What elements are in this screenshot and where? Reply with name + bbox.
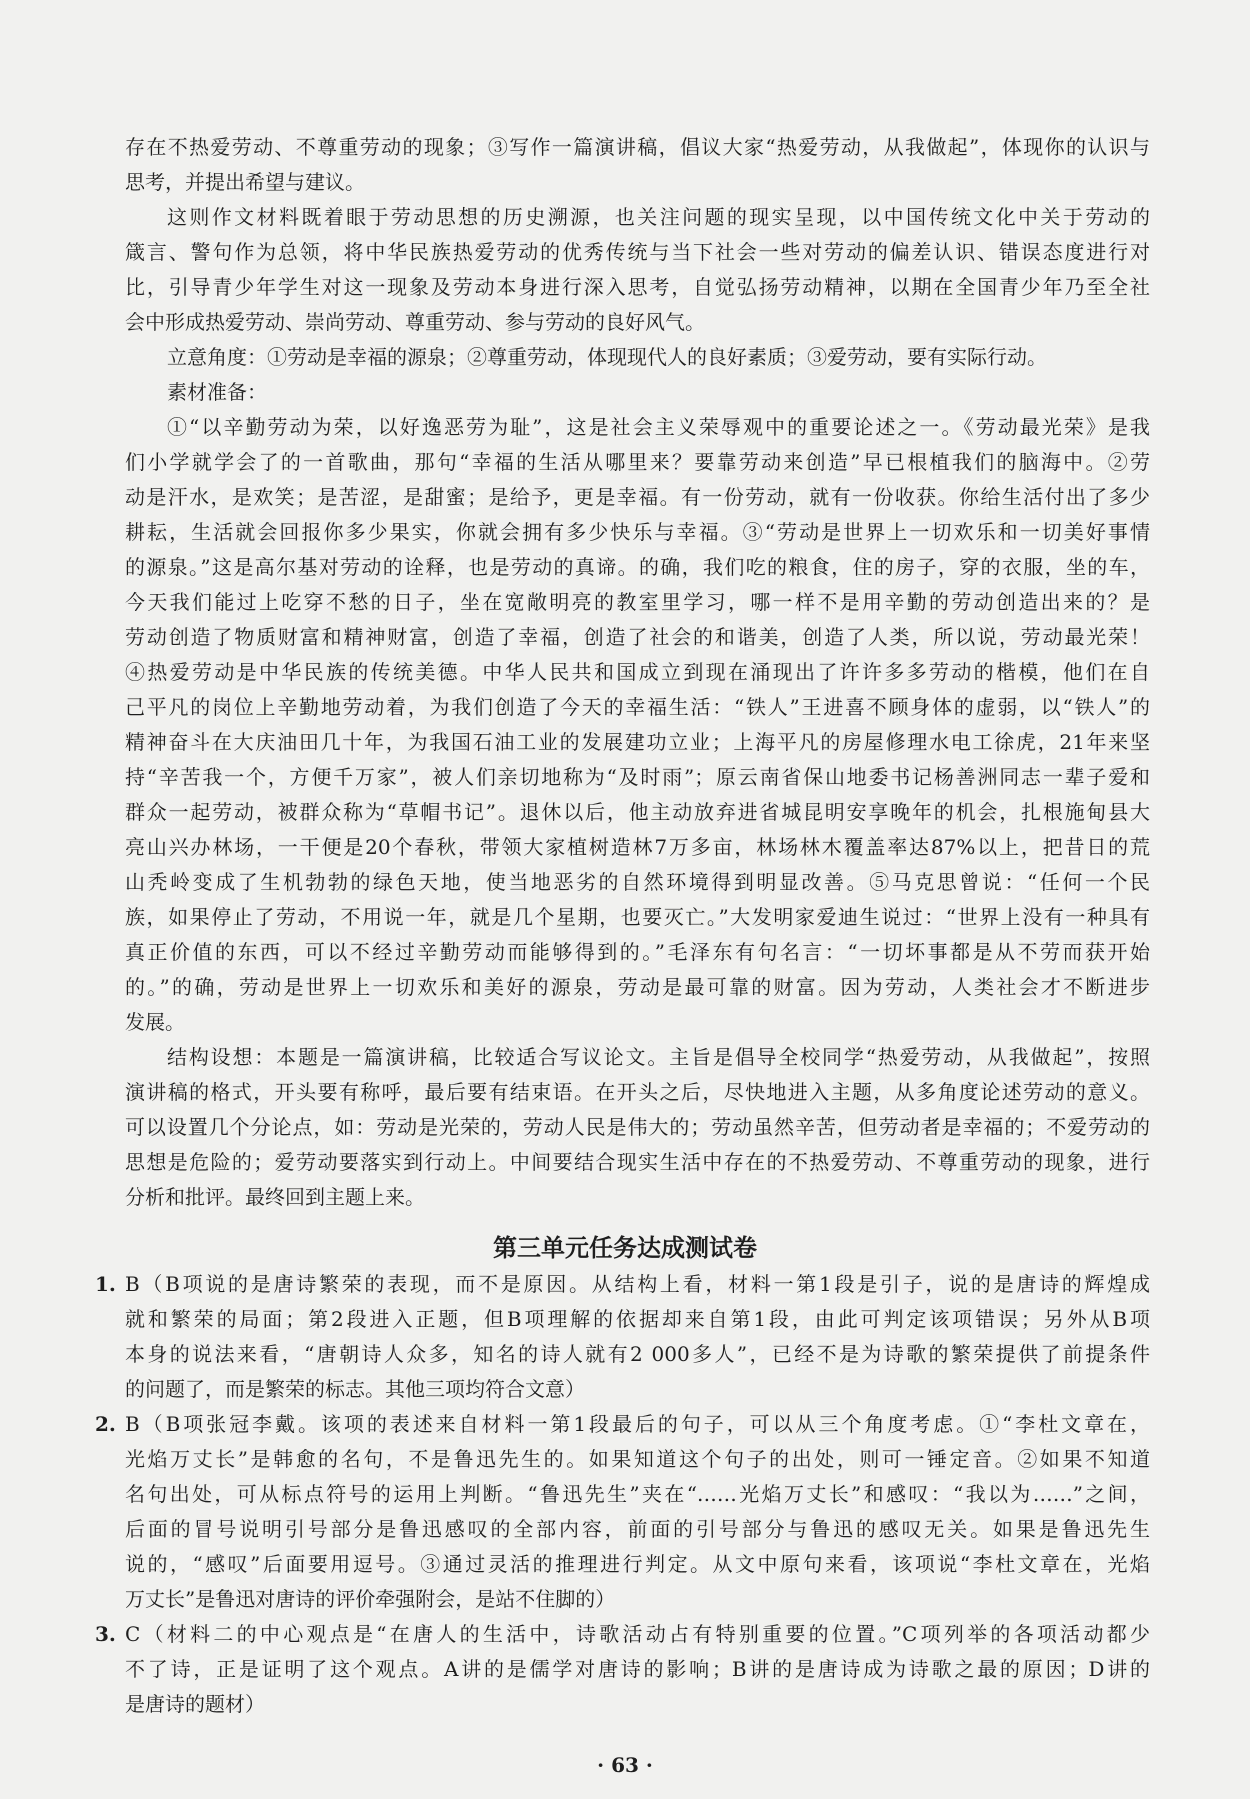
text-line: 的。”的确，劳动是世界上一切欢乐和美好的源泉，劳动是最可靠的财富。因为劳动，人类社会才不断进步: [125, 975, 1150, 999]
answer-text: B（B项张冠李戴。该项的表述来自材料一第1段最后的句子，可以从三个角度考虑。①“李杜文章在，: [125, 1412, 1150, 1436]
text-line: 不了诗，正是证明了这个观点。A讲的是儒学对唐诗的影响；B讲的是唐诗成为诗歌之最的原因；D讲的: [125, 1657, 1150, 1681]
text-line: 的问题了，而是繁荣的标志。其他三项均符合文意）: [125, 1377, 585, 1401]
text-line: ①“以辛勤劳动为荣，以好逸恶劳为耻”，这是社会主义荣辱观中的重要论述之一。《劳动最光荣》是我: [167, 415, 1150, 439]
text-line: 精神奋斗在大庆油田几十年，为我国石油工业的发展建功立业；上海平凡的房屋修理水电工徐虎，21年来坚: [125, 730, 1150, 754]
text-line: 说的，“感叹”后面要用逗号。③通过灵活的推理进行判定。从文中原句来看，该项说“李杜文章在，光焰: [125, 1552, 1150, 1576]
text-line: 劳动创造了物质财富和精神财富，创造了幸福，创造了社会的和谐美，创造了人类，所以说，劳动最光荣！: [125, 625, 1150, 649]
text-line: 思考，并提出希望与建议。: [125, 170, 365, 194]
text-line: ④热爱劳动是中华民族的传统美德。中华人民共和国成立到现在涌现出了许许多多劳动的楷模，他们在自: [125, 660, 1150, 684]
text-line: 的源泉。”这是高尔基对劳动的诠释，也是劳动的真谛。的确，我们吃的粮食，住的房子，穿的衣服，坐的车，: [125, 555, 1150, 579]
answer-item: [95, 1617, 1150, 1722]
text-line: 本身的说法来看，“唐朝诗人众多，知名的诗人就有2 000多人”，已经不是为诗歌的繁荣提供了前提条件: [125, 1342, 1150, 1366]
essay-guidance-section: [125, 130, 1150, 1215]
text-line: 分析和批评。最终回到主题上来。: [125, 1185, 425, 1209]
question-number: 3.: [95, 1622, 116, 1646]
text-line: 族，如果停止了劳动，不用说一年，就是几个星期，也要灭亡。”大发明家爱迪生说过：“世界上没有一种具有: [125, 905, 1150, 929]
text-line: 素材准备：: [167, 380, 267, 404]
text-line: 后面的冒号说明引号部分是鲁迅感叹的全部内容，前面的引号部分与鲁迅的感叹无关。如果是鲁迅先生: [125, 1517, 1150, 1541]
text-line: [95, 1407, 1150, 1442]
paragraph-materials: [125, 410, 1150, 1040]
text-line: 会中形成热爱劳动、崇尚劳动、尊重劳动、参与劳动的良好风气。: [125, 310, 705, 334]
answer-item: [95, 1267, 1150, 1407]
text-line: [95, 1267, 1150, 1302]
text-line: 动是汗水，是欢笑；是苦涩，是甜蜜；是给予，更是幸福。有一份劳动，就有一份收获。你给生活付出了多少: [125, 485, 1150, 509]
text-line: 名句出处，可从标点符号的运用上判断。“鲁迅先生”夹在“……光焰万丈长”和感叹：“我以为……”之间，: [125, 1482, 1150, 1506]
text-line: 耕耘，生活就会回报你多少果实，你就会拥有多少快乐与幸福。③“劳动是世界上一切欢乐和一切美好事情: [125, 520, 1150, 544]
text-line: 群众一起劳动，被群众称为“草帽书记”。退休以后，他主动放弃进省城昆明安享晚年的机会，扎根施甸县大: [125, 800, 1150, 824]
text-line: 真正价值的东西，可以不经过辛勤劳动而能够得到的。”毛泽东有句名言：“一切坏事都是从不劳而获开始: [125, 940, 1150, 964]
text-line: 存在不热爱劳动、不尊重劳动的现象；③写作一篇演讲稿，倡议大家“热爱劳动，从我做起”，体现你的认识与: [125, 135, 1150, 159]
text-line: 箴言、警句作为总领，将中华民族热爱劳动的优秀传统与当下社会一些对劳动的偏差认识、错误态度进行对: [125, 240, 1150, 264]
page-number: · 63 ·: [597, 1753, 653, 1777]
text-line: 这则作文材料既着眼于劳动思想的历史溯源，也关注问题的现实呈现，以中国传统文化中关于劳动的: [167, 205, 1150, 229]
text-line: 亮山兴办林场，一干便是20个春秋，带领大家植树造林7万多亩，林场林木覆盖率达87%以上，把昔日的荒: [125, 835, 1150, 859]
text-line: 就和繁荣的局面；第2段进入正题，但B项理解的依据却来自第1段，由此可判定该项错误；另外从B项: [125, 1307, 1150, 1331]
text-line: 思想是危险的；爱劳动要落实到行动上。中间要结合现实生活中存在的不热爱劳动、不尊重劳动的现象，进行: [125, 1150, 1150, 1174]
paragraph-material-analysis: [125, 200, 1150, 340]
text-line: 演讲稿的格式，开头要有称呼，最后要有结束语。在开头之后，尽快地进入主题，从多角度论述劳动的意义。: [125, 1080, 1150, 1104]
text-line: 结构设想：本题是一篇演讲稿，比较适合写议论文。主旨是倡导全校同学“热爱劳动，从我做起”，按照: [167, 1045, 1150, 1069]
answer-item: [95, 1407, 1150, 1617]
paragraph-theme-angles: [125, 340, 1150, 375]
question-number: 1.: [95, 1272, 116, 1296]
text-line: 今天我们能过上吃穿不愁的日子，坐在宽敞明亮的教室里学习，哪一样不是用辛勤的劳动创造出来的？是: [125, 590, 1150, 614]
paragraph-prompt-end: [125, 130, 1150, 200]
text-line: 比，引导青少年学生对这一现象及劳动本身进行深入思考，自觉弘扬劳动精神，以期在全国青少年乃至全社: [125, 275, 1150, 299]
text-line: [95, 1617, 1150, 1652]
paragraph-structure-plan: [125, 1040, 1150, 1215]
question-number: 2.: [95, 1412, 116, 1436]
text-line: 立意角度：①劳动是幸福的源泉；②尊重劳动，体现现代人的良好素质；③爱劳动，要有实际行动。: [167, 345, 1047, 369]
answer-text: C（材料二的中心观点是“在唐人的生活中，诗歌活动占有特别重要的位置。”C项列举的各项活动都少: [125, 1622, 1150, 1646]
text-line: 光焰万丈长”是韩愈的名句，不是鲁迅先生的。如果知道这个句子的出处，则可一锤定音。②如果不知道: [125, 1447, 1150, 1471]
answer-key-section: [95, 1267, 1150, 1722]
section-heading: 第三单元任务达成测试卷: [493, 1233, 757, 1262]
text-line: 们小学就学会了的一首歌曲，那句“幸福的生活从哪里来？要靠劳动来创造”早已根植我们的脑海中。②劳: [125, 450, 1150, 474]
text-line: 可以设置几个分论点，如：劳动是光荣的，劳动人民是伟大的；劳动虽然辛苦，但劳动者是幸福的；不爱劳动的: [125, 1115, 1150, 1139]
text-line: 持“辛苦我一个，方便千万家”，被人们亲切地称为“及时雨”；原云南省保山地委书记杨善洲同志一辈子爱和: [125, 765, 1150, 789]
paragraph-material-label: [125, 375, 1150, 410]
answer-text: B（B项说的是唐诗繁荣的表现，而不是原因。从结构上看，材料一第1段是引子，说的是唐诗的辉煌成: [125, 1272, 1150, 1296]
text-line: 山秃岭变成了生机勃勃的绿色天地，使当地恶劣的自然环境得到明显改善。⑤马克思曾说：“任何一个民: [125, 870, 1150, 894]
text-line: 己平凡的岗位上辛勤地劳动着，为我们创造了今天的幸福生活：“铁人”王进喜不顾身体的虚弱，以“铁人”的: [125, 695, 1150, 719]
text-line: 万丈长”是鲁迅对唐诗的评价牵强附会，是站不住脚的）: [125, 1587, 616, 1611]
text-line: 是唐诗的题材）: [125, 1692, 265, 1716]
text-line: 发展。: [125, 1010, 185, 1034]
